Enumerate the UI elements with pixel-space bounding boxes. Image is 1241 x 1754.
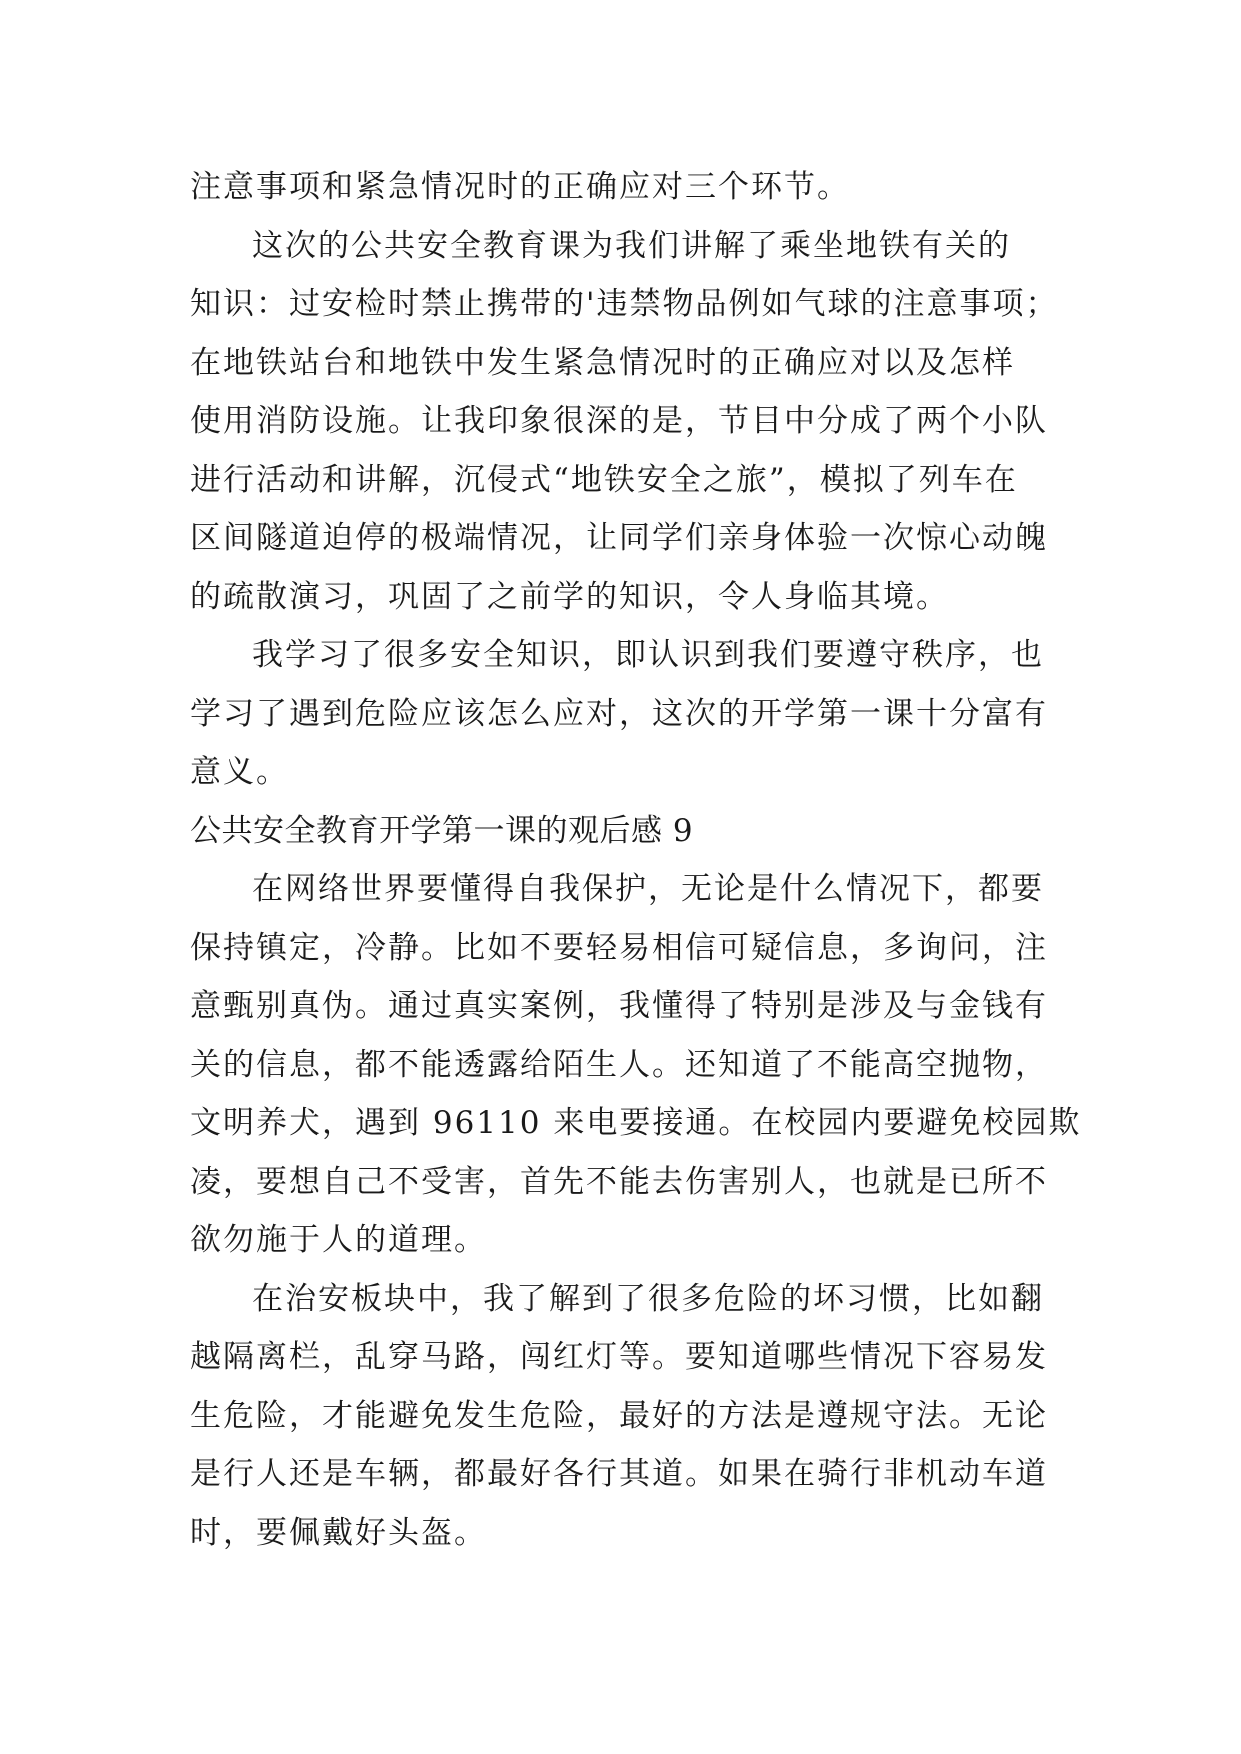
text-line: 这次的公共安全教育课为我们讲解了乘坐地铁有关的 xyxy=(252,227,1011,264)
text-line: 在地铁站台和地铁中发生紧急情况时的正确应对以及怎样 xyxy=(190,344,1015,381)
text-line: 知识：过安检时禁止携带的'违禁物品例如气球的注意事项； xyxy=(190,286,1059,322)
text-line: 在治安板块中，我了解到了很多危险的坏习惯，比如翻 xyxy=(252,1280,1044,1317)
text-line: 凌，要想自己不受害，首先不能去伤害别人，也就是已所不 xyxy=(190,1163,1048,1200)
section-heading: 公共安全教育开学第一课的观后感 9 xyxy=(190,812,694,849)
text-line: 是行人还是车辆，都最好各行其道。如果在骑行非机动车道 xyxy=(190,1456,1048,1492)
paragraph-5 xyxy=(190,1270,1060,1563)
text-line: 进行活动和讲解，沉侵式“地铁安全之旅”，模拟了列车在 xyxy=(190,461,1018,498)
text-line: 意义。 xyxy=(190,754,289,790)
text-line: 关的信息，都不能透露给陌生人。还知道了不能高空抛物， xyxy=(190,1046,1048,1083)
text-line: 文明养犬，遇到 96110 来电要接通。在校园内要避免校园欺 xyxy=(190,1105,1082,1141)
paragraph-2 xyxy=(190,217,1060,627)
text-line: 意甄别真伪。通过真实案例，我懂得了特别是涉及与金钱有 xyxy=(190,988,1048,1024)
text-line: 我学习了很多安全知识，即认识到我们要遵守秩序，也 xyxy=(252,637,1044,673)
text-line: 欲勿施于人的道理。 xyxy=(190,1222,487,1258)
text-line: 学习了遇到危险应该怎么应对，这次的开学第一课十分富有 xyxy=(190,695,1048,732)
paragraph-3 xyxy=(190,626,1060,802)
text-line: 区间隧道迫停的极端情况，让同学们亲身体验一次惊心动魄 xyxy=(190,520,1048,556)
paragraph-4 xyxy=(190,860,1082,1270)
paragraph-1 xyxy=(190,158,1060,217)
text-line: 使用消防设施。让我印象很深的是，节目中分成了两个小队 xyxy=(190,403,1048,439)
text-line: 生危险，才能避免发生危险，最好的方法是遵规守法。无论 xyxy=(190,1397,1048,1434)
text-line: 时，要佩戴好头盔。 xyxy=(190,1514,487,1551)
text-line: 的疏散演习，巩固了之前学的知识，令人身临其境。 xyxy=(190,578,949,615)
text-line: 在网络世界要懂得自我保护，无论是什么情况下，都要 xyxy=(252,871,1044,907)
text-line: 注意事项和紧急情况时的正确应对三个环节。 xyxy=(190,169,850,205)
document-body xyxy=(190,158,1082,1562)
text-line: 保持镇定，冷静。比如不要轻易相信可疑信息，多询问，注 xyxy=(190,929,1048,966)
text-line: 越隔离栏，乱穿马路，闯红灯等。要知道哪些情况下容易发 xyxy=(190,1339,1048,1375)
